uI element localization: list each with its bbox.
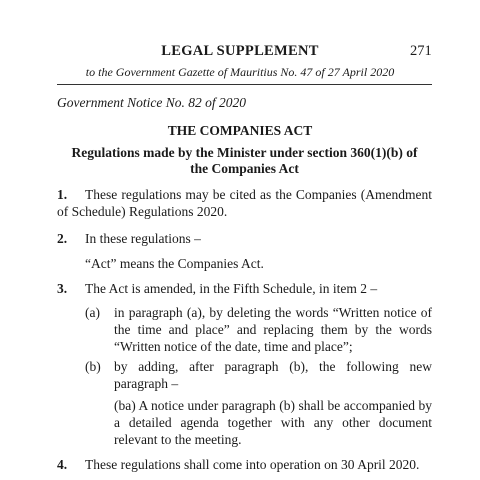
page-number: 271 — [410, 43, 432, 59]
section-3-a-text: in paragraph (a), by deleting the words “Written notice of the time and place” and replacing them by the words “Written notice of the date, time and place”; — [114, 305, 432, 354]
government-notice-line: Government Notice No. 82 of 2020 — [57, 95, 246, 110]
section-2-text: In these regulations – — [85, 231, 201, 246]
section-3-a-label: (a) — [85, 305, 100, 320]
supplement-title: LEGAL SUPPLEMENT — [161, 43, 319, 59]
regulations-title-line-1: Regulations made by the Minister under section 360(1)(b) of — [71, 145, 418, 160]
section-1-text: These regulations may be cited as the Companies (Amendment of Schedule) Regulations 2020. — [57, 187, 432, 219]
section-3-b-text: by adding, after paragraph (b), the following new paragraph – — [114, 359, 432, 391]
regulations-title-line-2: the Companies Act — [190, 161, 299, 176]
section-4-text: These regulations shall come into operation on 30 April 2020. — [85, 457, 420, 472]
header-divider — [57, 84, 432, 85]
section-4-number: 4. — [57, 457, 68, 472]
section-3-text: The Act is amended, in the Fifth Schedule, in item 2 – — [85, 281, 378, 296]
section-3-b-label: (b) — [85, 359, 101, 374]
section-1-number: 1. — [57, 187, 68, 202]
section-3-number: 3. — [57, 281, 68, 296]
gazette-subtitle: to the Government Gazette of Mauritius No. 47 of 27 April 2020 — [85, 65, 395, 79]
regulations-title — [57, 145, 432, 177]
section-2-definition: “Act” means the Companies Act. — [85, 256, 264, 271]
section-2-number: 2. — [57, 231, 68, 246]
section-3-ba-text: (ba) A notice under paragraph (b) shall be accompanied by a detailed agenda together with any other document relevant to the meeting. — [114, 398, 432, 447]
act-title: THE COMPANIES ACT — [167, 123, 313, 138]
